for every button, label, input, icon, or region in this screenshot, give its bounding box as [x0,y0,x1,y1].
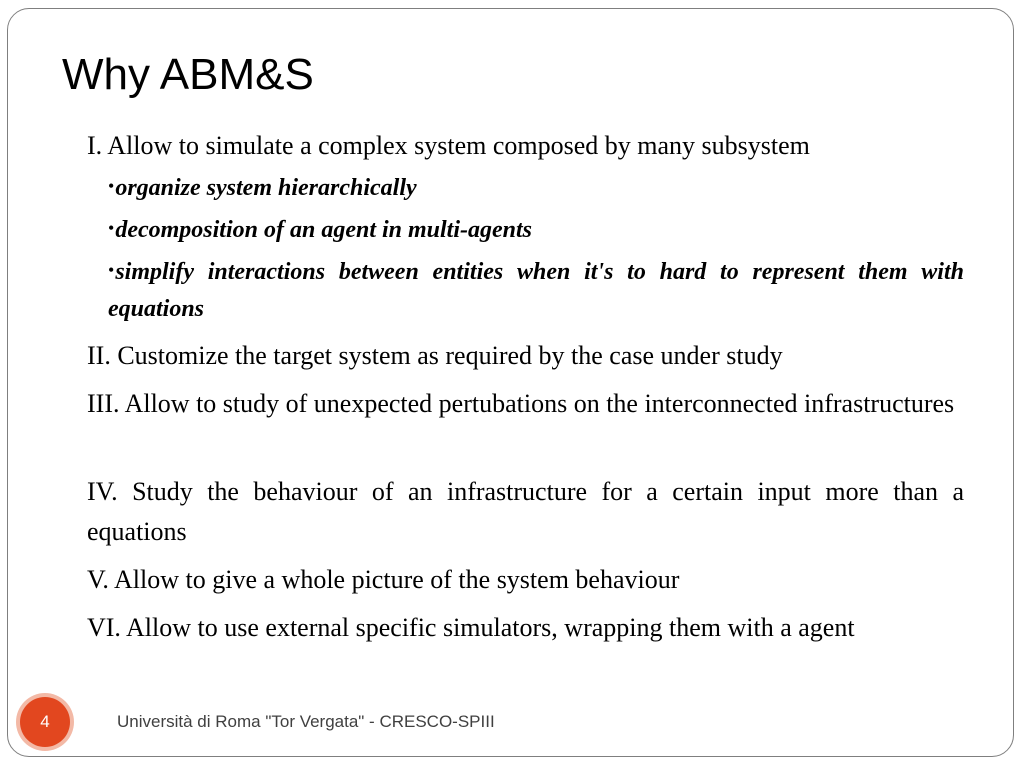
sub-item-text: organize system hierarchically [115,175,417,201]
list-item-numeral: II. [87,341,111,370]
sub-item-2 [108,212,964,249]
list-item-5 [87,560,964,600]
list-item-2 [87,336,964,376]
list-item-text: Allow to use external specific simulators, wrapping them with a agent [126,613,855,642]
list-item-3 [87,384,964,424]
list-item-numeral: III. [87,389,120,418]
list-item-text: Allow to give a whole picture of the system behaviour [114,565,680,594]
sub-item-text: decomposition of an agent in multi-agents [115,217,533,243]
list-item-1 [87,126,964,166]
sub-item-1 [108,170,964,207]
bullet-icon: • [108,218,115,238]
page-number: 4 [40,712,50,731]
list-item-numeral: V. [87,565,109,594]
bullet-icon: • [108,176,115,196]
list-item-6 [87,608,964,648]
sub-item-text: simplify interactions between entities when it's to hard to represent them with equations [108,259,964,322]
list-item-text: Allow to study of unexpected pertubations on the interconnected infrastructures [124,389,955,418]
list-item-text: Allow to simulate a complex system composed by many subsystem [107,131,810,160]
list-item-numeral: VI. [87,613,121,642]
list-item-numeral: IV. [87,477,118,506]
list-item-text: Customize the target system as required by the case under study [117,341,783,370]
page-number-badge [20,697,70,747]
list-item-numeral: I. [87,131,103,160]
list-item-4 [87,472,964,552]
sub-item-3 [108,254,964,327]
footer-text: Università di Roma "Tor Vergata" - CRESCO-SPIII [117,712,495,731]
list-item-text: Study the behaviour of an infrastructure for a certain input more than a equations [87,477,965,546]
bullet-icon: • [108,260,115,280]
slide-title: Why ABM&S [62,50,314,99]
